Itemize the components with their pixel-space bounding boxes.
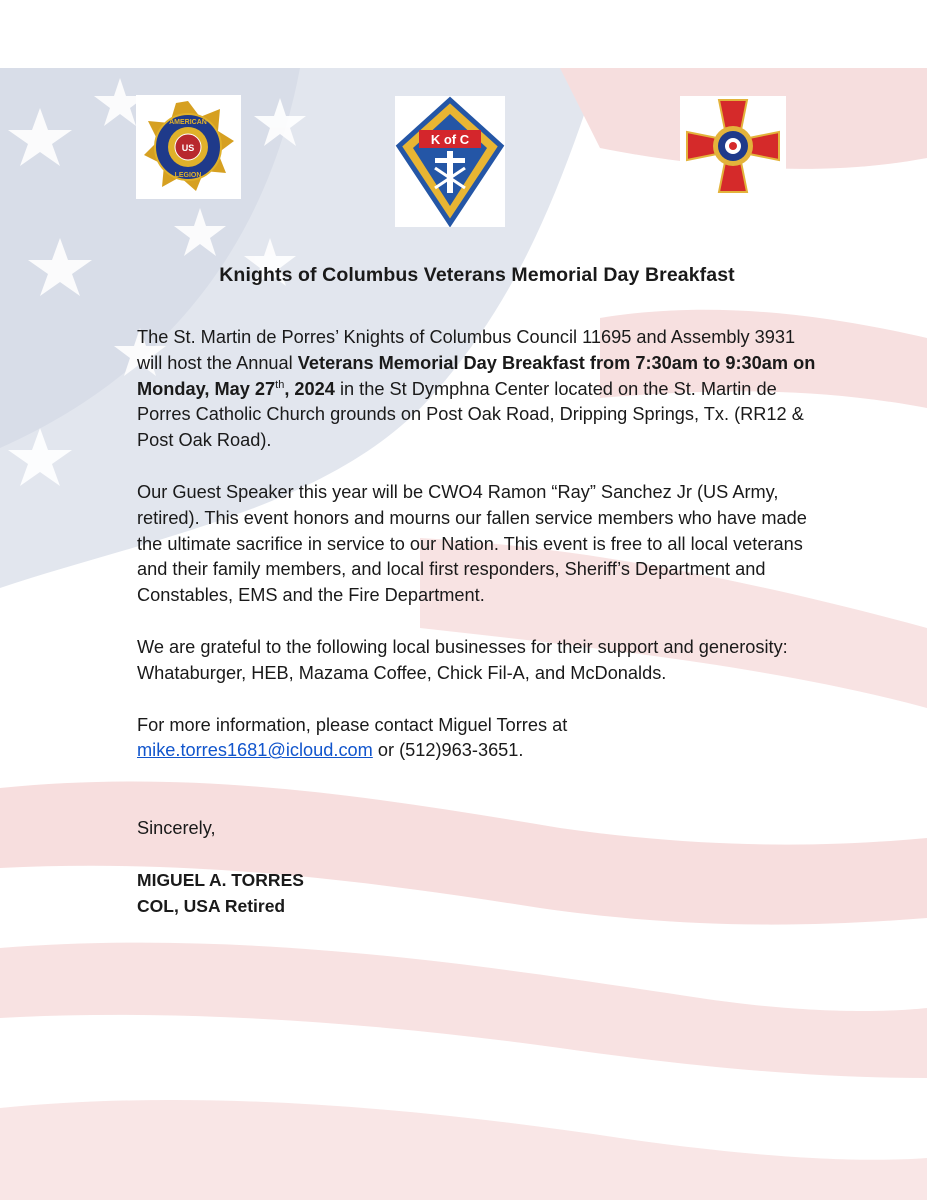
contact-intro-text: For more information, please contact Miguel Torres at bbox=[137, 714, 568, 735]
paragraph-guest-speaker: Our Guest Speaker this year will be CWO4 Ramon “Ray” Sanchez Jr (US Army, retired). This event honors and mourns our fallen service members who have made the ultimate sacrifice in service to our Nation. This event is free to all local veterans and their family members, and local first responders, Sheriff’s Department and Constables, EMS and the Fire Department. bbox=[137, 481, 807, 606]
p1-bold-event-text: Veterans Memorial Day Breakfast from 7:30am to 9:30am on Monday, May 27 bbox=[137, 352, 816, 399]
p1-bold-year-text: , 2024 bbox=[284, 378, 335, 399]
knights-of-columbus-emblem-icon bbox=[395, 96, 505, 227]
signer-rank: COL, USA Retired bbox=[137, 895, 286, 916]
letter-title: Knights of Columbus Veterans Memorial Day Breakfast bbox=[219, 264, 735, 286]
closing-text: Sincerely, bbox=[137, 818, 216, 839]
signer-name: MIGUEL A. TORRES bbox=[137, 869, 304, 890]
legion-ring-top-text: AMERICAN bbox=[169, 119, 207, 126]
letter-body bbox=[137, 264, 817, 920]
paragraph-sponsors: We are grateful to the following local businesses for their support and generosity: Whataburger, HEB, Mazama Coffee, Chick Fil-A, and McDonalds. bbox=[137, 636, 788, 683]
american-legion-emblem-icon bbox=[136, 95, 241, 199]
p1-intro-text: The St. Martin de Porres’ Knights of Columbus Council 11695 and Assembly 3931 will host the Annual bbox=[137, 327, 796, 373]
p1-location-text: in the St Dymphna Center located on the St. Martin de Porres Catholic Church grounds on Post Oak Road, Dripping Springs, Tx. (RR12 & Post Oak Road). bbox=[137, 378, 804, 451]
contact-phone-text: or (512)963-3651. bbox=[372, 740, 524, 761]
knights-of-columbus-logo bbox=[395, 96, 505, 227]
paragraph-event-details bbox=[137, 325, 817, 454]
paragraph-contact bbox=[137, 713, 817, 765]
kofc-letters-text: K of C bbox=[430, 132, 470, 147]
p1-date-suffix: th bbox=[275, 378, 285, 391]
vfw-cross-emblem-icon bbox=[680, 96, 786, 197]
legion-ring-bottom-text: LEGION bbox=[174, 172, 202, 179]
legion-center-text: US bbox=[181, 143, 195, 153]
american-legion-logo bbox=[136, 95, 241, 199]
contact-email-link[interactable]: mike.torres1681@icloud.com bbox=[137, 740, 373, 761]
vfw-logo bbox=[680, 96, 786, 197]
